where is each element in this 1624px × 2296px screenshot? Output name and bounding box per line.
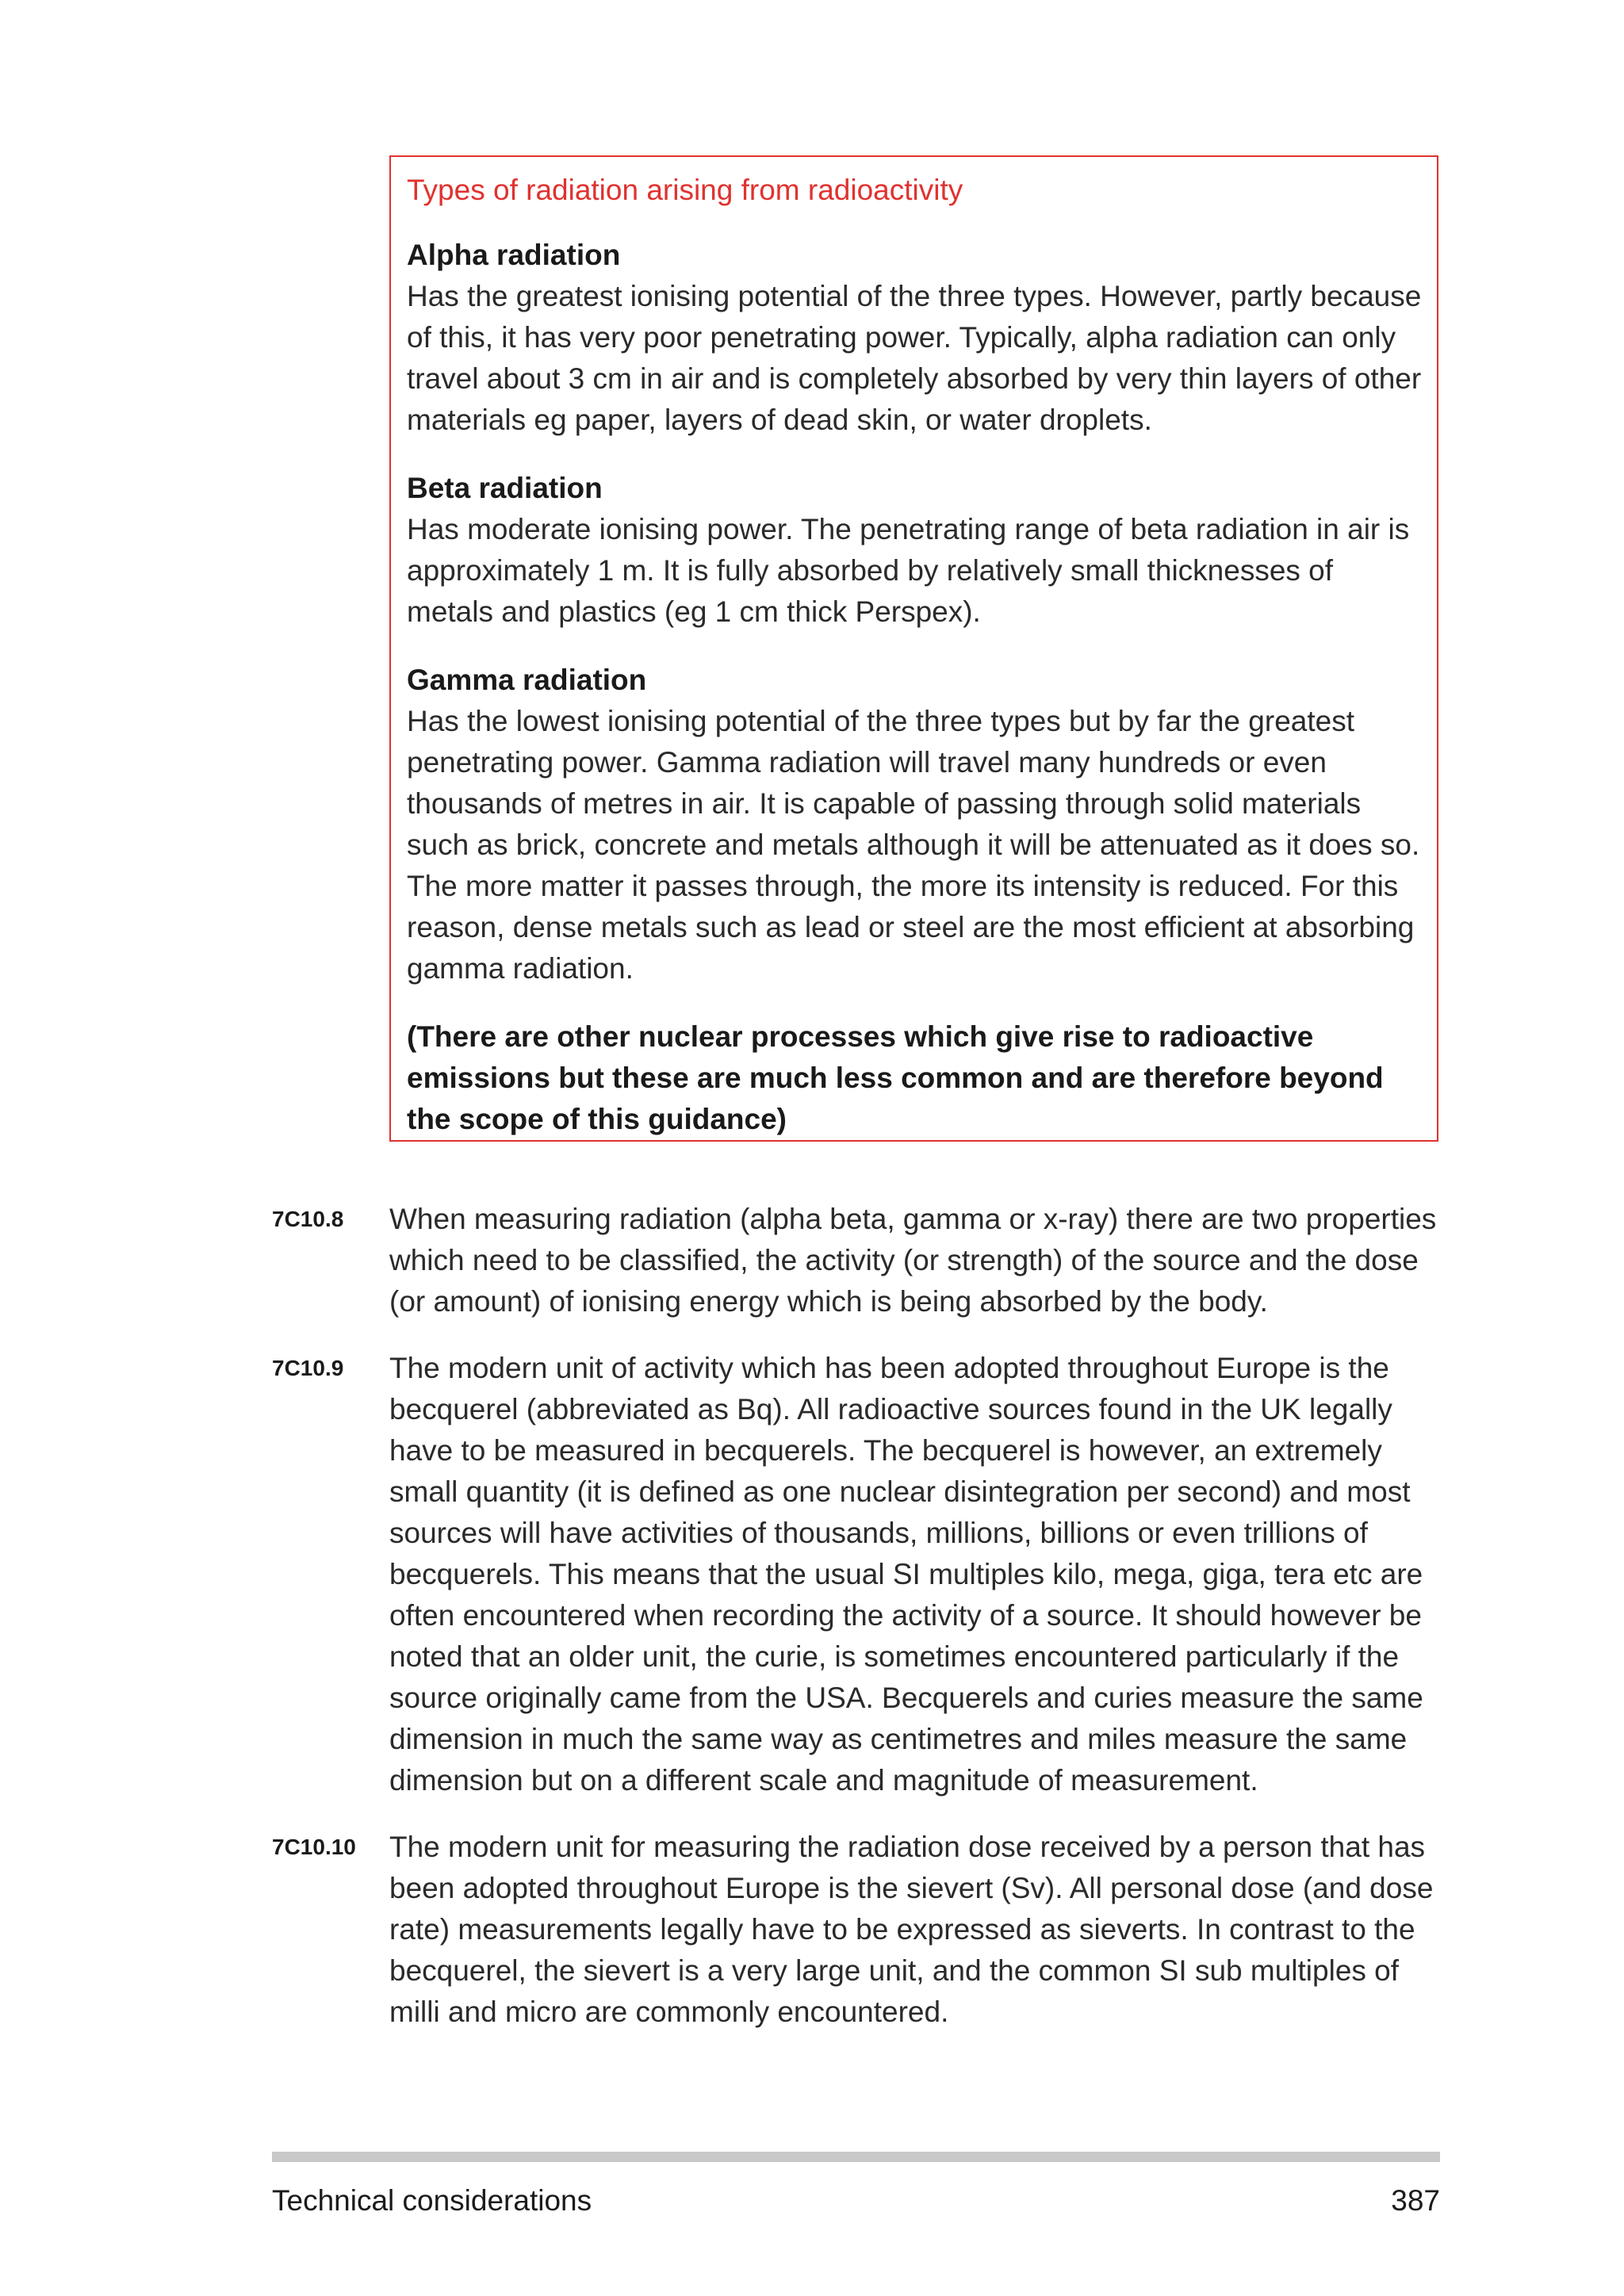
paragraph-text: The modern unit of activity which has been adopted throughout Europe is the becquerel (abbreviated as Bq). All radioactive sources found in the UK legally have to be measured in becquerels. The becquerel is however, an extremely small quantity (it is defined as one nuclear disintegration per second) and most sources will have activities of thousands, millions, billions or even trillions of becquerels. This means that the usual SI multiples kilo, mega, giga, tera etc are often encountered when recording the activity of a source. It should however be noted that an older unit, the curie, is sometimes encountered particularly if the source originally came from the USA. Becquerels and curies measure the same dimension in much the same way as centimetres and miles measure the same dimension but on a different scale and magnitude of measurement. (389, 1352, 1423, 1797)
paragraph-number: 7C10.10 (272, 1835, 356, 1859)
alpha-body: Has the greatest ionising potential of the three types. However, partly because of this, it has very poor penetrating power. Typically, alpha radiation can only travel about 3 cm in air and is completely absorbed by very thin layers of other materials eg paper, layers of dead skin, or water droplets. (407, 280, 1422, 436)
page-number: 387 (1391, 2184, 1440, 2217)
radiation-types-box (389, 155, 1438, 1142)
box-title: Types of radiation arising from radioactivity (407, 174, 963, 206)
gamma-body: Has the lowest ionising potential of the three types but by far the greatest penetrating power. Gamma radiation will travel many hundreds or even thousands of metres in air. It is capable of passing through solid materials such as brick, concrete and metals although it will be attenuated as it does so. The more matter it passes through, the more its intensity is reduced. For this reason, dense metals such as lead or steel are the most efficient at absorbing gamma radiation. (407, 705, 1420, 985)
beta-section (407, 468, 1423, 633)
footer-section-title: Technical considerations (272, 2184, 592, 2217)
paragraph-text: The modern unit for measuring the radiation dose received by a person that has been adopted throughout Europe is the sievert (Sv). All personal dose (and dose rate) measurements legally have to be expressed as sieverts. In contrast to the becquerel, the sievert is a very large unit, and the common SI sub multiples of milli and micro are commonly encountered. (389, 1831, 1434, 2028)
footer-divider (272, 2152, 1440, 2162)
gamma-heading: Gamma radiation (407, 664, 647, 696)
alpha-section (407, 235, 1423, 441)
box-note: (There are other nuclear processes which give rise to radioactive emissions but these are much less common and are therefore beyond the scope of this guidance) (407, 1020, 1384, 1135)
beta-heading: Beta radiation (407, 472, 603, 504)
paragraph-text: When measuring radiation (alpha beta, gamma or x-ray) there are two properties which need to be classified, the activity (or strength) of the source and the dose (or amount) of ionising energy which is being absorbed by the body. (389, 1203, 1437, 1318)
paragraph-number: 7C10.8 (272, 1207, 344, 1231)
paragraph-number: 7C10.9 (272, 1356, 344, 1380)
gamma-section (407, 660, 1423, 989)
alpha-heading: Alpha radiation (407, 239, 621, 271)
beta-body: Has moderate ionising power. The penetrating range of beta radiation in air is approximately 1 m. It is fully absorbed by relatively small thicknesses of metals and plastics (eg 1 cm thick Perspex). (407, 513, 1410, 628)
